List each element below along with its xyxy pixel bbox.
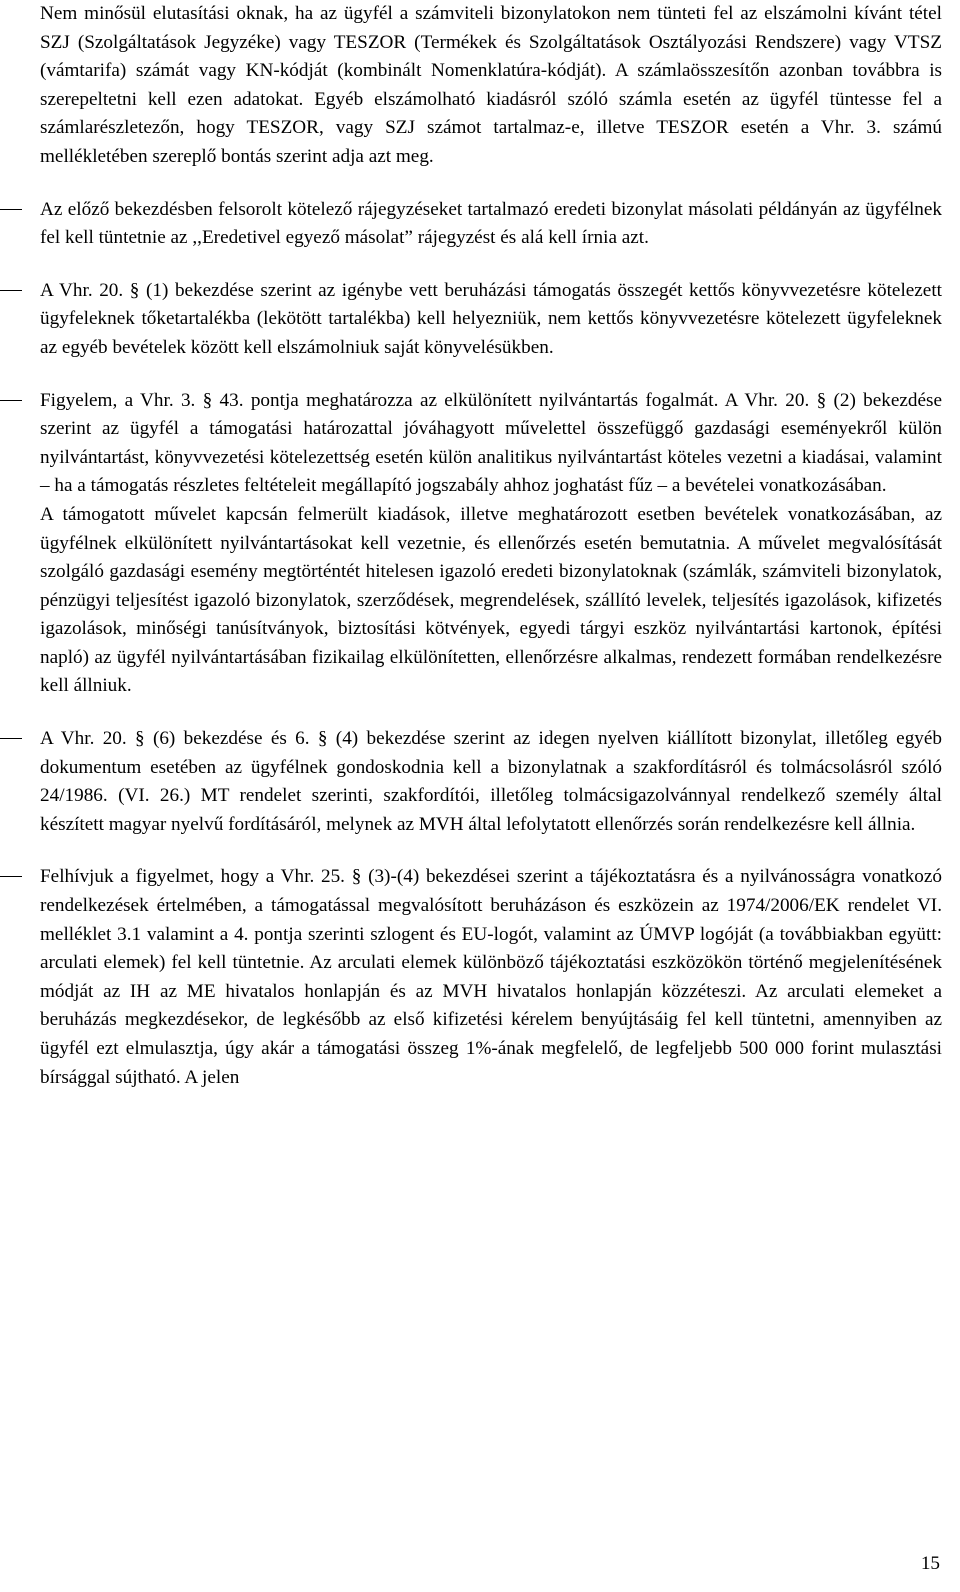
bullet-item (40, 196, 942, 253)
paragraph-intro: Nem minősül elutasítási oknak, ha az ügyfél a számviteli bizonylatokon nem tünteti fel az elszámolni kívánt tétel SZJ (Szolgáltatások Jegyzéke) vagy TESZOR (Termékek és Szolgáltatások Osztályozási Rendszere) vagy VTSZ (vámtarifa) számát vagy KN-kódját (kombinált Nomenklatúra-kódját). A számlaösszesítőn azonban továbbra is szerepeltetni kell ezen adatokat. Egyéb elszámolható kiadásról szóló számla esetén az ügyfél tüntesse fel a számlarészletezőn, hogy TESZOR, vagy SZJ számot tartalmaz-e, illetve TESZOR esetén a Vhr. 3. számú mellékletében szereplő bontás szerint adja azt meg. (40, 3, 942, 167)
dash-bullet-icon (0, 400, 22, 401)
dash-bullet-icon (0, 876, 22, 877)
paragraph-copy-annotation: Az előző bekezdésben felsorolt kötelező rájegyzéseket tartalmazó eredeti bizonylat másolati példányán az ügyfélnek fel kell tüntetnie az ,,Eredetivel egyező másolat” rájegyzést és alá kell írnia azt. (40, 198, 942, 249)
paragraph-publicity: Felhívjuk a figyelmet, hogy a Vhr. 25. § (3)-(4) bekezdései szerint a tájékoztatásra és a nyilvánosságra vonatkozó rendelkezések értelmében, a támogatással megvalósított beruházáson és eszközein az 1974/2006/EK rendelet VI. melléklet 3.1 valamint a 4. pontja szerinti szlogent és EU-logót, valamint az ÚMVP logóját (a továbbiakban együtt: arculati elemek) fel kell tüntetnie. Az arculati elemek különböző tájékoztatási eszközökön történő megjelenítésének módját az IH az ME hivatalos honlapján és az MVH hivatalos honlapján közzéteszi. Az arculati elemeket a beruházás megkezdésekor, de legkésőbb az első kifizetési kérelem benyújtásáig fel kell tüntetni, amennyiben az ügyfél ezt elmulasztja, úgy akár a támogatási összeg 1%-ának megfelelő, de legfeljebb 500 000 forint mulasztási bírsággal sújtható. A jelen (40, 866, 942, 1088)
bullet-item (40, 725, 942, 839)
bullet-item (40, 863, 942, 1092)
dash-bullet-icon (0, 209, 22, 210)
document-body (40, 0, 942, 1092)
paragraph-separate-records: Figyelem, a Vhr. 3. § 43. pontja meghatározza az elkülönített nyilvántartás fogalmát. A Vhr. 20. § (2) bekezdése szerint az ügyfél a támogatási határozattal jóváhagyott művelettel összefüggő gazdasági eseményekről külön nyilvántartást, könyvvezetési kötelezettség esetén külön analitikus nyilvántartást köteles vezetni a kiadásai, valamint – ha a támogatás részletes feltételeit megállapító jogszabály ahhoz joghatást fűz – a bevételei vonatkozásában. (40, 389, 942, 497)
bullet-item (40, 387, 942, 702)
page-number: 15 (920, 1553, 940, 1574)
dash-bullet-icon (0, 738, 22, 739)
paragraph-supported-operation: A támogatott művelet kapcsán felmerült kiadások, illetve meghatározott esetben bevételek vonatkozásában, az ügyfélnek elkülönített nyilvántartásokat kell vezetnie, és ellenőrzés esetén bemutatnia. A művelet megvalósítását szolgáló gazdasági esemény megtörténtét hitelesen igazoló eredeti bizonylatoknak (számlák, számviteli bizonylatok, pénzügyi teljesítést igazoló bizonylatok, szerződések, megrendelések, szállító levelek, teljesítés igazolások, kifizetés igazolások, minőségi tanúsítványok, biztosítási kötvények, egyedi tárgyi eszköz nyilvántartási kartonok, építési napló) az ügyfél nyilvántartásában fizikailag elkülönítetten, ellenőrzésre alkalmas, rendezett formában rendelkezésre kell állniuk. (40, 503, 942, 697)
paragraph-foreign-language: A Vhr. 20. § (6) bekezdése és 6. § (4) bekezdése szerint az idegen nyelven kiállított bizonylat, illetőleg egyéb dokumentum esetében az ügyfélnek gondoskodnia kell a bizonylatnak a szakfordításról és tolmácsolásról szóló 24/1986. (VI. 26.) MT rendelet szerinti, szakfordítói, illetőleg tolmácsigazolvánnyal rendelkező személy által készített magyar nyelvű fordításáról, melynek az MVH által lefolytatott ellenőrzés során rendelkezésre kell állnia. (40, 728, 942, 835)
dash-bullet-icon (0, 290, 22, 291)
bullet-item (40, 277, 942, 363)
paragraph-investment-support: A Vhr. 20. § (1) bekezdése szerint az igénybe vett beruházási támogatás összegét kettős könyvvezetésre kötelezett ügyfeleknek tőketartalékba (lekötött tartalékba) kell helyezniük, nem kettős könyvvezetésre kötelezett ügyfeleknek az egyéb bevételek között kell elszámolniuk saját könyvelésükben. (40, 279, 942, 358)
